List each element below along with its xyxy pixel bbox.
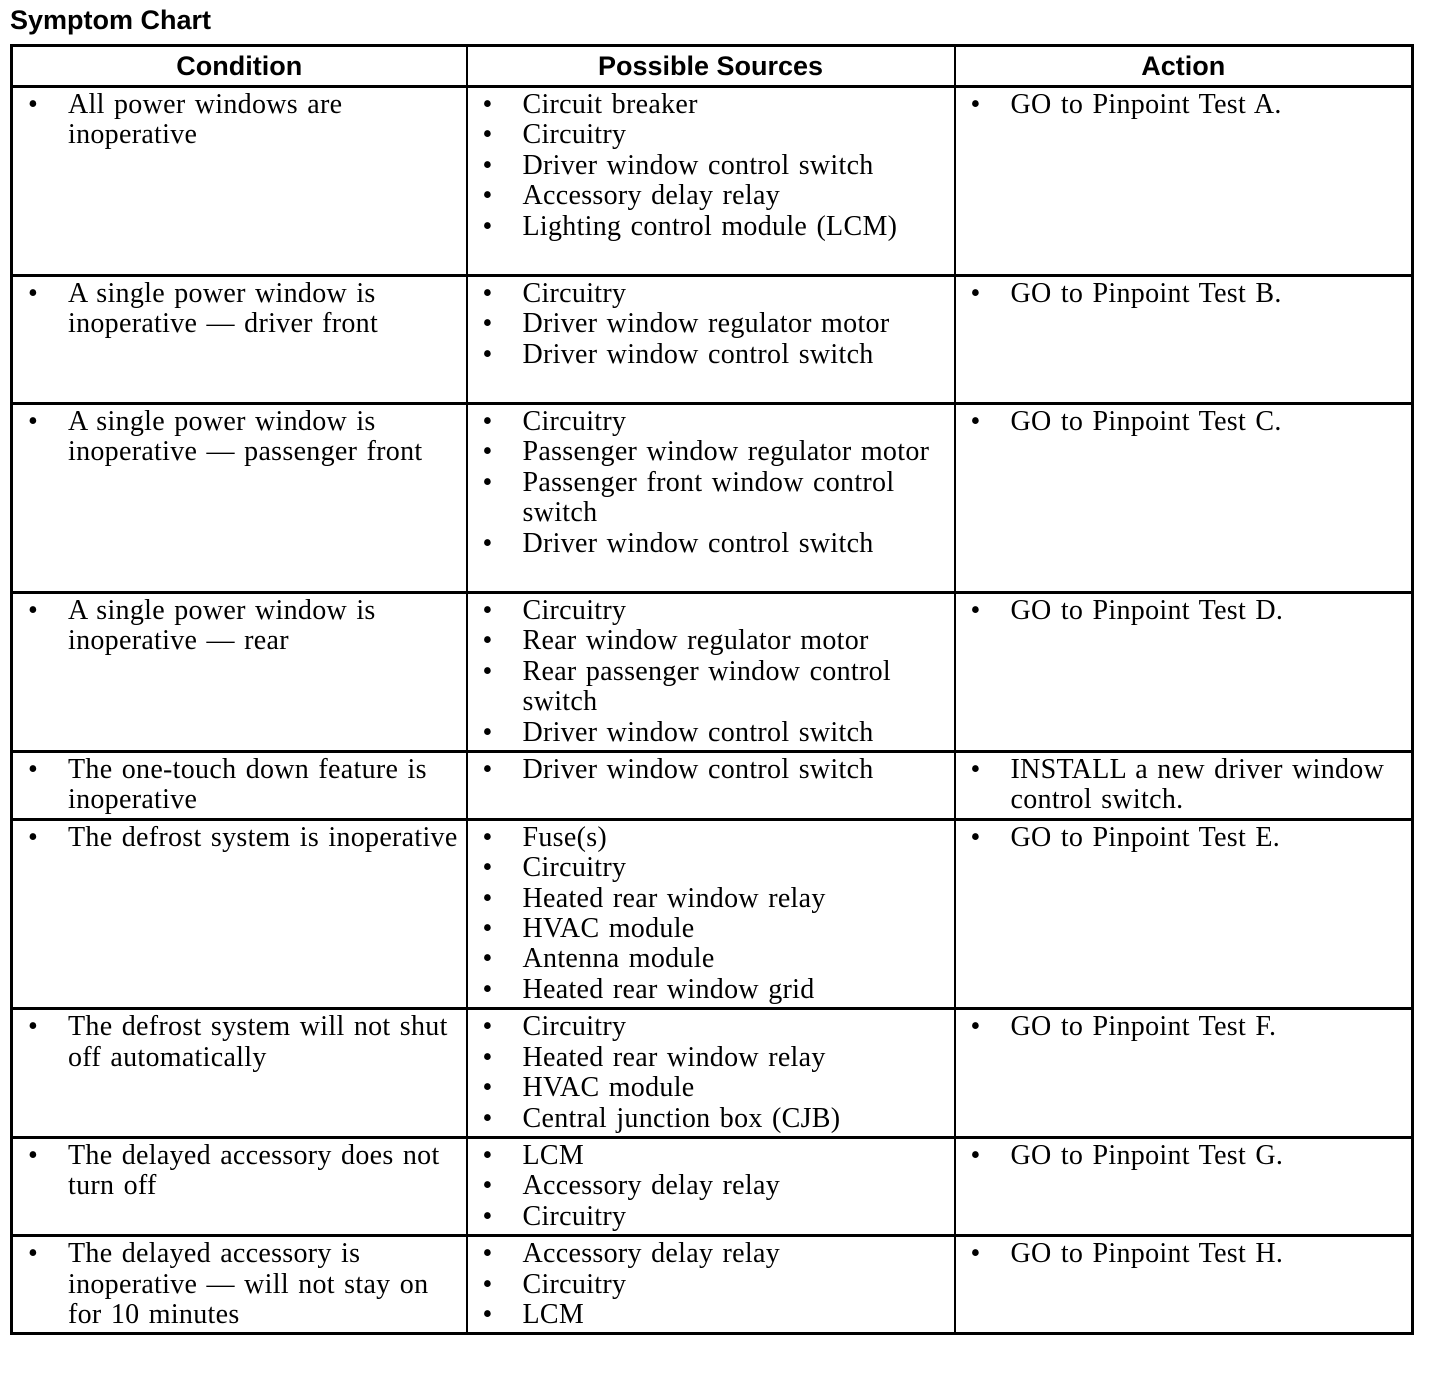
action-text: • GO to Pinpoint Test C. [956,407,1408,437]
condition-text: • A single power window is inoperative — driver front [13,279,462,340]
source-item: • Circuitry [468,120,950,150]
source-item: • LCM [468,1141,950,1171]
source-item: • Fuse(s) [468,823,950,853]
column-header-condition: Condition [12,46,467,87]
action-text: • GO to Pinpoint Test A. [956,90,1408,120]
condition-text: • The defrost system is inoperative [13,823,462,853]
sources-cell [467,593,955,752]
source-item: • Driver window control switch [468,718,950,748]
source-item: • Passenger front window control switch [468,468,950,529]
table-row [12,276,1413,404]
source-item: • Accessory delay relay [468,1239,950,1269]
symptom-chart-table [10,44,1414,1335]
action-cell [955,404,1413,593]
source-item: • Driver window control switch [468,755,950,785]
source-item: • HVAC module [468,1073,950,1103]
source-item: • Circuitry [468,407,950,437]
source-item: • Rear passenger window control switch [468,657,950,718]
condition-cell [12,404,467,593]
action-text: • GO to Pinpoint Test E. [956,823,1408,853]
source-item: • Driver window regulator motor [468,309,950,339]
source-item: • Heated rear window grid [468,975,950,1005]
sources-cell [467,87,955,276]
sources-cell [467,1009,955,1138]
table-row [12,593,1413,752]
table-row [12,404,1413,593]
table-row [12,1009,1413,1138]
source-item: • Driver window control switch [468,529,950,559]
table-row [12,752,1413,820]
action-text: • GO to Pinpoint Test B. [956,279,1408,309]
action-text: • GO to Pinpoint Test H. [956,1239,1408,1269]
sources-cell [467,1236,955,1334]
source-item: • HVAC module [468,914,950,944]
source-item: • Antenna module [468,944,950,974]
source-item: • Driver window control switch [468,340,950,370]
source-item: • Accessory delay relay [468,181,950,211]
source-item: • Accessory delay relay [468,1171,950,1201]
page-title: Symptom Chart [10,5,212,35]
source-item: • Circuitry [468,1270,950,1300]
sources-cell [467,1137,955,1235]
condition-text: • The delayed accessory is inoperative — will not stay on for 10 minutes [13,1239,462,1330]
table-row [12,87,1413,276]
condition-text: • The one-touch down feature is inoperative [13,755,462,816]
condition-text: • The delayed accessory does not turn off [13,1141,462,1202]
condition-cell [12,819,467,1008]
action-text: • GO to Pinpoint Test F. [956,1012,1408,1042]
condition-cell [12,752,467,820]
table-row [12,819,1413,1008]
table-row [12,1137,1413,1235]
condition-cell [12,593,467,752]
action-cell [955,1137,1413,1235]
source-item: • Heated rear window relay [468,1043,950,1073]
source-item: • Circuitry [468,1012,950,1042]
table-row [12,1236,1413,1334]
condition-cell [12,1009,467,1138]
condition-text: • A single power window is inoperative — rear [13,596,462,657]
action-cell [955,276,1413,404]
action-cell [955,819,1413,1008]
condition-cell [12,1137,467,1235]
action-cell [955,752,1413,820]
source-item: • Lighting control module (LCM) [468,212,950,242]
source-item: • Circuitry [468,596,950,626]
condition-text: • The defrost system will not shut off automatically [13,1012,462,1073]
condition-cell [12,87,467,276]
source-item: • Circuitry [468,853,950,883]
condition-cell [12,276,467,404]
source-item: • Driver window control switch [468,151,950,181]
source-item: • Heated rear window relay [468,884,950,914]
source-item: • Circuitry [468,1202,950,1232]
action-cell [955,593,1413,752]
condition-text: • A single power window is inoperative — passenger front [13,407,462,468]
action-text: • INSTALL a new driver window control switch. [956,755,1408,816]
source-item: • Rear window regulator motor [468,626,950,656]
sources-cell [467,404,955,593]
source-item: • Passenger window regulator motor [468,437,950,467]
sources-cell [467,819,955,1008]
action-cell [955,1236,1413,1334]
source-item: • Central junction box (CJB) [468,1104,950,1134]
column-header-action: Action [955,46,1413,87]
action-cell [955,1009,1413,1138]
action-text: • GO to Pinpoint Test G. [956,1141,1408,1171]
sources-cell [467,752,955,820]
source-item: • LCM [468,1300,950,1330]
condition-text: • All power windows are inoperative [13,90,462,151]
action-cell [955,87,1413,276]
condition-cell [12,1236,467,1334]
header-row [12,46,1413,87]
action-text: • GO to Pinpoint Test D. [956,596,1408,626]
source-item: • Circuitry [468,279,950,309]
source-item: • Circuit breaker [468,90,950,120]
column-header-possible-sources: Possible Sources [467,46,955,87]
sources-cell [467,276,955,404]
